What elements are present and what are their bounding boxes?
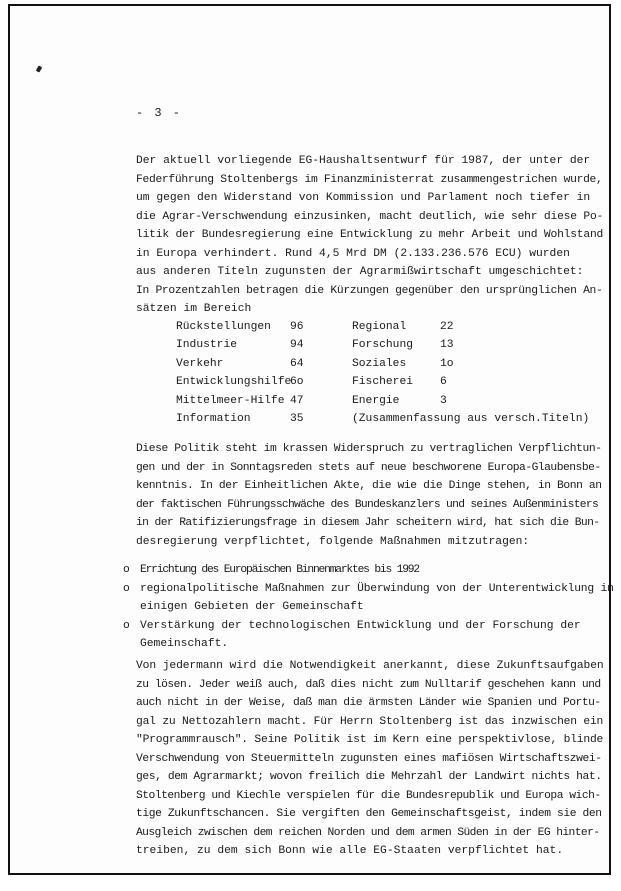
text-line: die Agrar-Verschwendung einzusinken, macht deutlich, wie sehr diese Po- [136, 210, 604, 223]
category-label: Forschung [352, 339, 414, 352]
text-line: der faktischen Führungsschwäche des Bundeskanzlers und seines Außenministers [136, 498, 599, 511]
list-item [123, 617, 614, 654]
paragraph-contradiction [136, 440, 604, 551]
category-label: Verkehr [176, 357, 224, 370]
text-line: Stoltenberg und Kiechle verspielen für die Bundesrepublik und Europa wich- [136, 789, 601, 802]
table-row [176, 413, 596, 431]
percent-value: 3 [440, 394, 447, 407]
table-row [176, 395, 596, 413]
text-line: aus anderen Titeln zugunsten der Agrarmißwirtschaft umgeschichtet: [136, 266, 584, 278]
paragraph-stoltenberg [136, 657, 604, 861]
percent-value: 22 [440, 321, 454, 333]
text-line: tige Zukunftschancen. Sie vergiften den Gemeinschaftsgeist, indem sie den [136, 808, 602, 820]
text-line: sätzen im Bereich [136, 303, 252, 315]
table-note: (Zusammenfassung aus versch.Titeln) [352, 412, 590, 425]
percent-value: 94 [290, 339, 304, 352]
text-line: zu lösen. Jeder weiß auch, daß dies nicht zum Nulltarif geschehen kann und [136, 678, 601, 691]
text-line: in der Ratifizierungsfrage in diesem Jahr scheitern wird, hat sich die Bun- [136, 517, 600, 529]
text-line: litik der Bundesregierung eine Entwicklung zu mehr Arbeit und Wohlstand [136, 229, 604, 241]
list-item-text: einigen Gebieten der Gemeinschaft [140, 601, 364, 613]
bullet-marker: o [123, 564, 130, 576]
table-row [176, 376, 596, 394]
text-line: auch nicht in der Weise, daß man die ärmsten Länder wie Spanien und Portu- [136, 697, 601, 709]
paragraph-budget-draft [136, 152, 604, 319]
text-line: Der aktuell vorliegende EG-Haushaltsentwurf für 1987, der unter der [136, 155, 591, 167]
percent-value: 13 [440, 339, 454, 352]
text-line: Diese Politik steht im krassen Widerspruch zu vertraglichen Verpflichtun- [136, 443, 602, 455]
percent-value: 6o [290, 376, 304, 389]
category-label: Entwicklungshilfe [176, 376, 292, 389]
table-row [176, 339, 596, 357]
bullet-marker: o [123, 619, 130, 632]
percent-value: 35 [290, 412, 304, 425]
list-item-text: Gemeinschaft. [140, 638, 229, 650]
category-label: Soziales [352, 357, 407, 370]
category-label: Regional [352, 321, 407, 333]
category-label: Information [176, 412, 251, 425]
text-line: desregierung verpflichtet, folgende Maßnahmen mitzutragen: [136, 535, 530, 548]
percent-value: 1o [440, 357, 454, 370]
text-line: In Prozentzahlen betragen die Kürzungen gegenüber den ursprünglichen An- [136, 284, 603, 297]
percent-value: 47 [290, 394, 304, 407]
list-item-text: Verstärkung der technologischen Entwicklung und der Forschung der [140, 619, 581, 632]
table-row [176, 321, 596, 339]
list-item [123, 561, 614, 580]
measures-list [123, 561, 614, 654]
percent-value: 64 [290, 357, 304, 370]
text-line: gen und der in Sonntagsreden stets auf neue beschworene Europa-Glaubensbe- [136, 461, 601, 474]
text-line: Verschwendung von Steuermitteln zugunsten eines mafiösen Wirtschaftszwei- [136, 752, 602, 765]
text-line: "Programmrausch". Seine Politik ist im Kern eine perspektivlose, blinde [136, 734, 604, 746]
text-line: um gegen den Widerstand von Kommission und Parlament noch tiefer in [136, 192, 591, 204]
category-label: Energie [352, 394, 400, 407]
text-line: kenntnis. In der Einheitlichen Akte, die wie die Dinge stehen, in Bonn an [136, 480, 602, 492]
percent-value: 6 [440, 376, 447, 389]
category-label: Mittelmeer-Hilfe [176, 394, 285, 407]
page-number: - 3 - [136, 106, 183, 120]
percent-value: 96 [290, 321, 304, 333]
text-line: ges, dem Agrarmarkt; wovon freilich die Mehrzahl der Landwirt nichts hat. [136, 771, 602, 783]
list-item [123, 580, 614, 617]
text-line: Ausgleich zwischen dem reichen Norden und dem armen Süden in der EG hinter- [136, 826, 600, 839]
bullet-marker: o [123, 582, 130, 595]
text-line: treiben, zu dem sich Bonn wie alle EG-Staaten verpflichtet hat. [136, 845, 564, 857]
text-line: Federführung Stoltenbergs im Finanzministerrat zusammengestrichen wurde, [136, 173, 603, 186]
text-line: gal zu Nettozahlern macht. Für Herrn Stoltenberg ist das inzwischen ein [136, 715, 604, 728]
text-line: in Europa verhindert. Rund 4,5 Mrd DM (2.133.236.576 ECU) wurden [136, 247, 570, 260]
category-label: Industrie [176, 339, 238, 352]
text-line: Von jedermann wird die Notwendigkeit anerkannt, diese Zukunftsaufgaben [136, 660, 604, 672]
list-item-text: regionalpolitische Maßnahmen zur Überwindung von der Unterentwicklung in [140, 582, 614, 595]
table-row [176, 358, 596, 376]
document-page [8, 4, 614, 875]
list-item-text: Errichtung des Europäischen Binnenmarktes bis 1992 [140, 564, 419, 576]
budget-cut-table [176, 321, 596, 431]
category-label: Fischerei [352, 376, 414, 389]
category-label: Rückstellungen [176, 321, 271, 333]
stray-ink-mark [36, 65, 42, 72]
